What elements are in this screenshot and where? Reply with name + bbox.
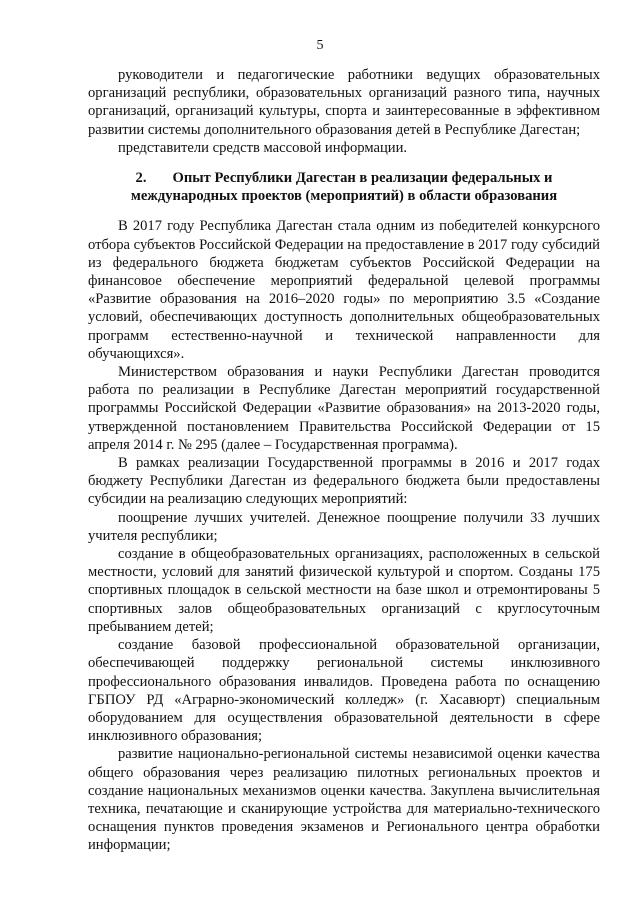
list-item: создание базовой профессиональной образовательной организации, обеспечивающей поддержку региональной системы инклюзивного профессионального образования инвалидов. Проведена работа по оснащению ГБПОУ РД «Аграрно-экономический колледж» (г. Хасавюрт) специальным оборудованием для осуществления образовательной деятельности в сфере инклюзивного образования;	[88, 637, 600, 745]
intro-paragraph: представители средств массовой информации.	[118, 139, 408, 156]
section-title: Опыт Республики Дагестан в реализации федеральных и международных проектов (мероприятий) в области образования	[130, 170, 558, 205]
page-content	[88, 66, 600, 855]
body-paragraph: В 2017 году Республика Дагестан стала одним из победителей конкурсного отбора субъектов Российской Федерации на предоставление в 2017 году субсидий из федерального бюджета бюджетам субъектов Российской Федерации на финансовое обеспечение мероприятий федеральной целевой программы «Развитие образования на 2016–2020 годы» по мероприятию 3.5 «Создание условий, обеспечивающих доступность дополнительных общеобразовательных программ естественно-научной и технической направленности для обучающихся».	[88, 218, 600, 362]
list-item: развитие национально-региональной системы независимой оценки качества общего образования через реализацию пилотных региональных проектов и создание национальных механизмов оценки качества. Закуплена вычислительная техника, печатающие и сканирующие устройства для материально-технического оснащения пунктов проведения экзаменов и Регионального центра обработки информации;	[88, 746, 600, 854]
page-number: 5	[316, 38, 324, 53]
body-paragraph: В рамках реализации Государственной программы в 2016 и 2017 годах бюджету Республики Дагестан из федерального бюджета были предоставлены субсидии на реализацию следующих мероприятий:	[88, 455, 600, 508]
list-item: поощрение лучших учителей. Денежное поощрение получили 33 лучших учителя республики;	[88, 509, 600, 544]
list-item: создание в общеобразовательных организациях, расположенных в сельской местности, условий для занятий физической культурой и спортом. Созданы 175 спортивных площадок в сельской местности на базе школ и отремонтированы 5 спортивных залов общеобразовательных организаций с круглосуточным пребыванием детей;	[88, 546, 600, 635]
section-number: 2.	[135, 170, 147, 187]
intro-paragraph: руководители и педагогические работники ведущих образовательных организаций республики, образовательных организаций разного типа, научных организаций, организаций культуры, спорта и заинтересованные в эффективном развитии системы дополнительного образования детей в Республике Дагестан;	[88, 67, 600, 138]
section-heading	[88, 169, 600, 205]
body-paragraph: Министерством образования и науки Республики Дагестан проводится работа по реализации в Республике Дагестан мероприятий государственной программы Российской Федерации «Развитие образования» на 2013-2020 годы, утвержденной постановлением Правительства Российской Федерации от 15 апреля 2014 г. № 295 (далее – Государственная программа).	[88, 364, 600, 453]
